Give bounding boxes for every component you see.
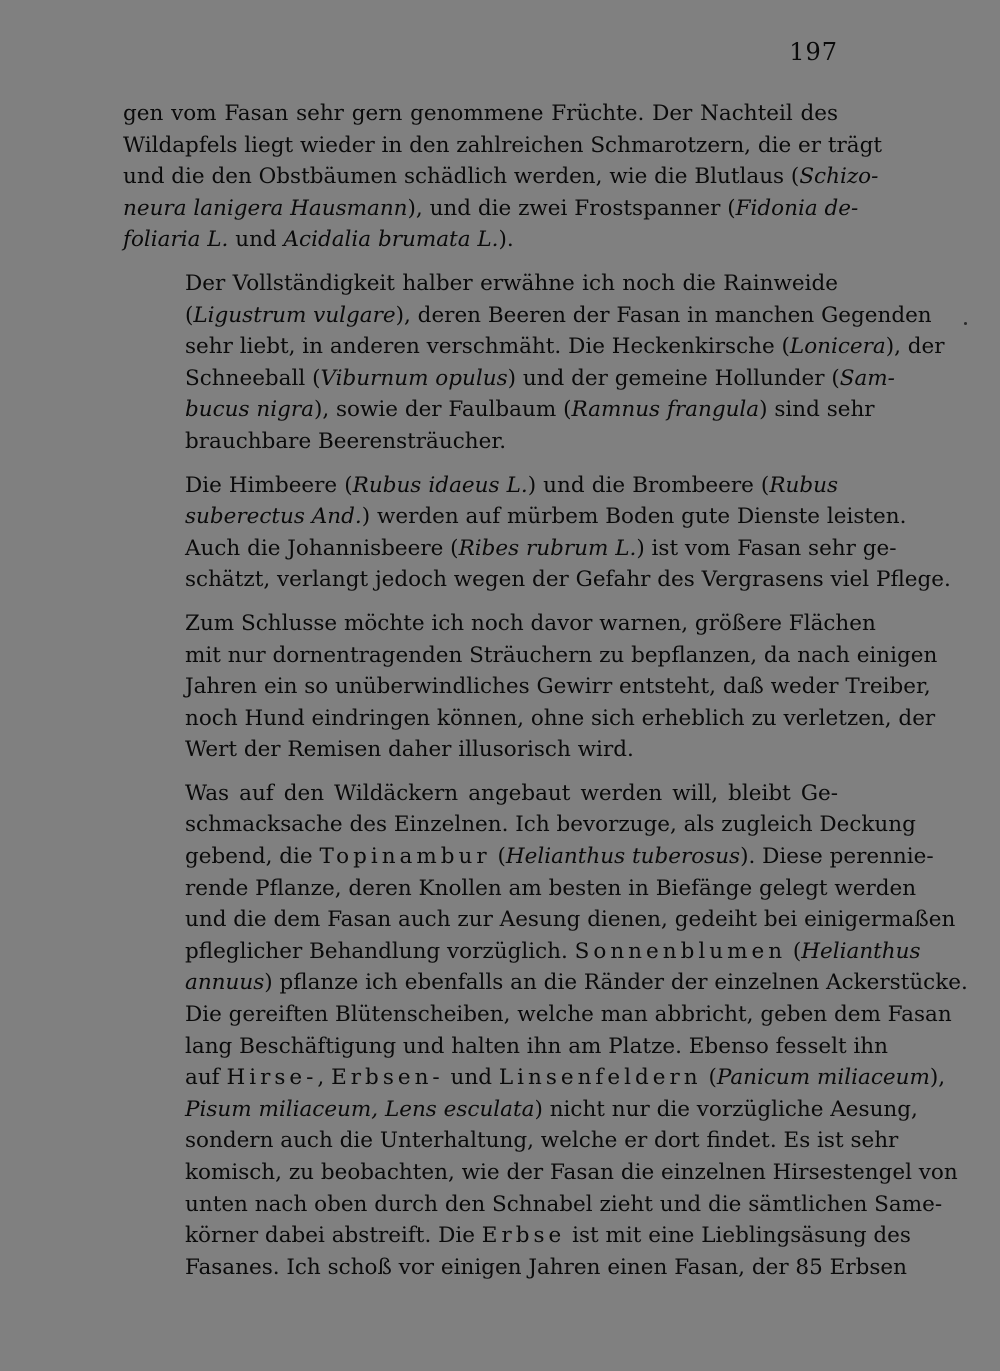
text-line xyxy=(123,904,956,936)
text-run: ), sowie der Faulbaum ( xyxy=(313,397,572,423)
text-run: , xyxy=(317,1065,332,1091)
paragraph xyxy=(123,778,968,1284)
text-line xyxy=(123,734,838,766)
text-run: körner dabei abstreift. Die xyxy=(185,1223,482,1249)
text-run: und xyxy=(443,1065,499,1091)
text-line xyxy=(123,130,883,162)
text-line xyxy=(123,936,921,968)
paragraph xyxy=(123,98,883,256)
text-run: sondern auch die Unterhaltung, welche er dort findet. Es ist sehr xyxy=(185,1128,899,1154)
spaced-emphasis: Topinambur xyxy=(319,844,491,870)
spaced-emphasis: Sonnenblumen xyxy=(574,938,787,964)
text-line xyxy=(123,501,907,533)
text-run: Wildapfels liegt wieder in den zahlreichen Schmarotzern, die er trägt xyxy=(123,132,883,158)
text-run: gebend, die xyxy=(185,844,320,870)
latin-name: suberectus And. xyxy=(185,504,362,530)
latin-name: Sam- xyxy=(839,365,895,391)
text-run: Was auf den Wildäckern angebaut werden will, bleibt Ge- xyxy=(185,780,838,806)
latin-name: foliaria L. xyxy=(123,227,229,253)
text-run: ), deren Beeren der Fasan in manchen Gegenden xyxy=(395,302,932,328)
text-run: brauchbare Beerensträucher. xyxy=(185,428,507,454)
latin-name: Helianthus tuberosus xyxy=(505,844,741,870)
text-run: ) ist vom Fasan sehr ge- xyxy=(636,535,897,561)
latin-name: neura lanigera Hausmann xyxy=(123,195,408,221)
text-run: Zum Schlusse möchte ich noch davor warnen, größere Flächen xyxy=(185,610,876,636)
text-run: Die Himbeere ( xyxy=(185,472,353,498)
text-line xyxy=(123,967,968,999)
text-line xyxy=(123,533,897,565)
text-line xyxy=(123,841,934,873)
text-line xyxy=(123,1220,911,1252)
text-run: ) und der gemeine Hollunder ( xyxy=(507,365,840,391)
text-line xyxy=(123,999,952,1031)
text-run: ) pflanze ich ebenfalls an die Ränder der einzelnen Ackerstücke. xyxy=(264,970,968,996)
latin-name: annuus xyxy=(185,970,265,996)
text-line xyxy=(123,1252,907,1284)
text-line xyxy=(123,1031,889,1063)
latin-name: Ribes rubrum L. xyxy=(458,535,637,561)
text-run: und xyxy=(228,227,284,253)
text-line xyxy=(123,470,838,502)
text-run: ( xyxy=(490,844,506,870)
latin-name: Schizo- xyxy=(799,164,879,190)
text-run: und die den Obstbäumen schädlich werden, wie die Blutlaus ( xyxy=(123,164,800,190)
latin-name: Panicum miliaceum xyxy=(716,1065,930,1091)
text-line xyxy=(123,873,917,905)
spaced-emphasis: Erbse xyxy=(481,1223,566,1249)
text-line xyxy=(123,331,945,363)
text-line xyxy=(123,608,876,640)
text-line xyxy=(123,671,931,703)
text-run: noch Hund eindringen können, ohne sich erheblich zu verletzen, der xyxy=(185,705,936,731)
text-run: auf xyxy=(185,1065,227,1091)
text-run: sehr liebt, in anderen verschmäht. Die Heckenkirsche ( xyxy=(185,334,790,360)
text-line xyxy=(123,778,838,810)
text-run: ) nicht nur die vorzügliche Aesung, xyxy=(534,1096,918,1122)
text-run: schätzt, verlangt jedoch wegen der Gefahr des Vergrasens viel Pflege. xyxy=(185,567,951,593)
text-line xyxy=(123,703,936,735)
latin-name: Rubus idaeus L. xyxy=(352,472,528,498)
latin-name: Ramnus frangula xyxy=(571,397,760,423)
text-run: Schneeball ( xyxy=(185,365,321,391)
text-line xyxy=(123,564,951,596)
body-text xyxy=(123,98,968,1283)
latin-name: Pisum miliaceum, Lens esculata xyxy=(185,1096,535,1122)
text-run: ). xyxy=(498,227,514,253)
latin-name: Rubus xyxy=(769,472,838,498)
text-run: Der Vollständigkeit halber erwähne ich noch die Rainweide xyxy=(185,270,838,296)
spaced-emphasis: Linsenfeldern xyxy=(498,1065,702,1091)
latin-name: bucus nigra xyxy=(185,397,314,423)
text-run: Auch die Johannisbeere ( xyxy=(185,535,459,561)
text-run: ) sind sehr xyxy=(759,397,875,423)
text-run: ( xyxy=(786,938,802,964)
latin-name: Fidonia de- xyxy=(735,195,859,221)
text-line xyxy=(123,640,938,672)
paragraph xyxy=(123,470,951,596)
text-run: Jahren ein so unüberwindliches Gewirr entsteht, daß weder Treiber, xyxy=(185,674,931,700)
text-line xyxy=(123,300,932,332)
text-line xyxy=(123,98,838,130)
text-run: komisch, zu beobachten, wie der Fasan die einzelnen Hirsestengel von xyxy=(185,1160,958,1185)
page-number: 197 xyxy=(789,38,838,66)
text-run: schmacksache des Einzelnen. Ich bevorzuge, als zugleich Deckung xyxy=(185,812,916,838)
text-line xyxy=(123,193,859,225)
text-line xyxy=(123,426,838,458)
text-run: rende Pflanze, deren Knollen am besten in Biefänge gelegt werden xyxy=(185,875,917,901)
latin-name: Lonicera xyxy=(789,334,886,360)
latin-name: Helianthus xyxy=(801,938,921,964)
paragraph xyxy=(123,268,945,458)
text-run: ). Diese perennie- xyxy=(740,844,934,870)
text-run: ), der xyxy=(885,334,945,360)
paragraph xyxy=(123,608,938,766)
text-run: ), xyxy=(929,1065,946,1091)
text-line xyxy=(123,1094,918,1126)
text-run: mit nur dornentragenden Sträuchern zu bepflanzen, da nach einigen xyxy=(185,642,938,668)
latin-name: Acidalia brumata L. xyxy=(283,227,499,253)
text-line xyxy=(123,268,838,300)
text-run: ) und die Brombeere ( xyxy=(527,472,770,498)
text-line xyxy=(123,394,875,426)
text-line xyxy=(123,809,916,841)
text-run: ist mit eine Lieblingsäsung des xyxy=(565,1223,911,1249)
text-run: ), und die zwei Frostspanner ( xyxy=(407,195,736,221)
text-run: unten nach oben durch den Schnabel zieht und die sämtlichen Same- xyxy=(185,1191,943,1217)
spaced-emphasis: Hirse- xyxy=(226,1065,318,1091)
text-run: Wert der Remisen daher illusorisch wird. xyxy=(185,737,634,763)
text-run: Die gereiften Blütenscheiben, welche man abbricht, geben dem Fasan xyxy=(185,1002,952,1028)
text-run: und die dem Fasan auch zur Aesung dienen, gedeiht bei einigermaßen xyxy=(185,907,956,933)
spaced-emphasis: Erbsen- xyxy=(331,1065,444,1091)
text-run: ) werden auf mürbem Boden gute Dienste leisten. xyxy=(361,504,907,530)
text-run: lang Beschäftigung und halten ihn am Platze. Ebenso fesselt ihn xyxy=(185,1033,889,1059)
text-line xyxy=(123,1062,946,1094)
print-speck xyxy=(964,322,967,325)
latin-name: Viburnum opulus xyxy=(320,365,508,391)
text-line xyxy=(123,224,838,256)
text-line xyxy=(123,161,879,193)
text-run: ( xyxy=(701,1065,717,1091)
text-run: gen vom Fasan sehr gern genommene Früchte. Der Nachteil des xyxy=(123,101,838,126)
text-line xyxy=(123,1125,899,1157)
text-line xyxy=(123,363,895,395)
text-run: pfleglicher Behandlung vorzüglich. xyxy=(185,938,575,964)
latin-name: Ligustrum vulgare xyxy=(193,302,396,328)
text-run: ( xyxy=(185,302,194,328)
text-line xyxy=(123,1189,943,1221)
text-line xyxy=(123,1157,958,1189)
text-run: Fasanes. Ich schoß vor einigen Jahren einen Fasan, der 85 Erbsen xyxy=(185,1254,907,1280)
